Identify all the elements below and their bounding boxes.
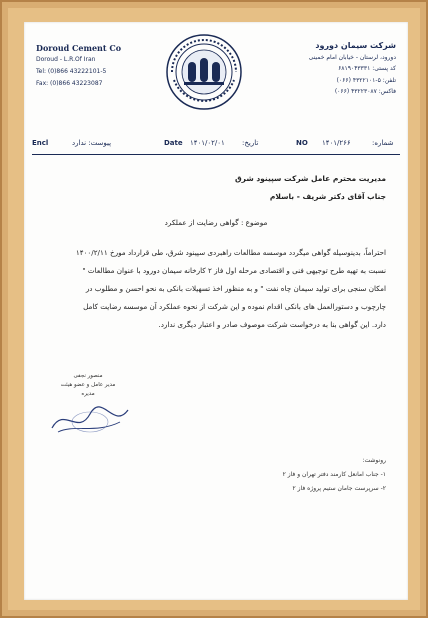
letter-subject: موضوع : گواهی رضایت از عملکرد: [164, 218, 268, 227]
header-persian: [268, 40, 396, 98]
header-english: [36, 42, 156, 90]
paragraph-line: نسبت به تهیه طرح توجیهی فنی و اقتصادی مرحله اول فاز ۲ کارخانه سیمان دورود با عنوان مطالعات ": [82, 266, 386, 275]
company-name-fa: شرکت سیمان دورود: [315, 41, 396, 50]
encl-label: Encl: [32, 139, 49, 147]
cc-item: ۲- سرپرست جامان ستیم پروژه فاز ۲: [292, 485, 386, 492]
number-label: NO: [296, 139, 308, 147]
company-address-en: Doroud - L.R.Of Iran: [36, 56, 96, 63]
company-name-en: Doroud Cement Co: [36, 43, 122, 53]
header-divider: [32, 154, 400, 155]
company-tel-en: Tel: (0)866 43222101-5: [36, 68, 107, 75]
signature-block: [58, 372, 118, 399]
cc-block: [283, 454, 386, 496]
signature-stamp-icon: [44, 400, 134, 440]
paragraph-line: امکان سنجی برای تولید سیمان چاه نفت " و به منظور اخذ تسهیلات بانکی به نحو احسن و مطلوب در: [85, 284, 386, 293]
company-fax-en: Fax: (0)866 43223087: [36, 80, 103, 87]
letter-paper: [24, 22, 408, 600]
cc-label: رونوشت:: [362, 457, 386, 464]
cc-item: ۱- جناب امانعل کارمند دفتر تهران و فاز ۲: [282, 471, 386, 478]
signatory-title: مدیر عامل و عضو هیئت مدیره: [60, 382, 116, 397]
company-address-fa: دورود، لرستان - خیابان امام خمینی: [308, 53, 396, 61]
date-fa-label: تاریخ:: [242, 139, 259, 147]
recipient-line-2: جناب آقای دکتر شریف - باسلام: [269, 192, 386, 201]
company-logo-icon: [164, 32, 244, 112]
number-fa-label: شماره:: [372, 139, 394, 147]
date-label: Date: [164, 139, 183, 147]
company-postal-fa: کد پستی: ۶۸۱۹۰۴۳۳۳۱: [338, 65, 396, 72]
paragraph-line: احتراماً، بدینوسیله گواهی میگردد موسسه مطالعات راهبردی سپینود شرق، طی قرارداد مورخ ۱۴۰۰/۲/۱۱: [75, 248, 386, 257]
date-value: ۱۴۰۱/۰۲/۰۱: [190, 139, 225, 147]
company-phone-fa: تلفن: ۵-۴۳۲۲۱۰۱ (۰۶۶): [336, 76, 396, 84]
attachment-field: پیوست: ندارد: [72, 139, 112, 147]
reference-line: [32, 139, 400, 153]
paragraph-line: چارچوب و دستورالعمل های بانکی اقدام نموده و این شرکت از نحوه عملکرد آن موسسه رضایت کامل: [83, 302, 386, 311]
company-fax-fa: فاکس: ۴۳۲۲۳۰۸۷ (۰۶۶): [334, 88, 396, 95]
signatory-name: منصور نجفی: [73, 373, 103, 379]
recipient-line-1: مدیریت محترم عامل شرکت سپینود شرق: [234, 174, 386, 183]
paragraph-line: دارد. این گواهی بنا به درخواست شرکت موصوف صادر و اعتبار دیگری ندارد.: [158, 320, 386, 329]
number-value: ۱۴۰۱/۲۶۶: [322, 139, 351, 147]
